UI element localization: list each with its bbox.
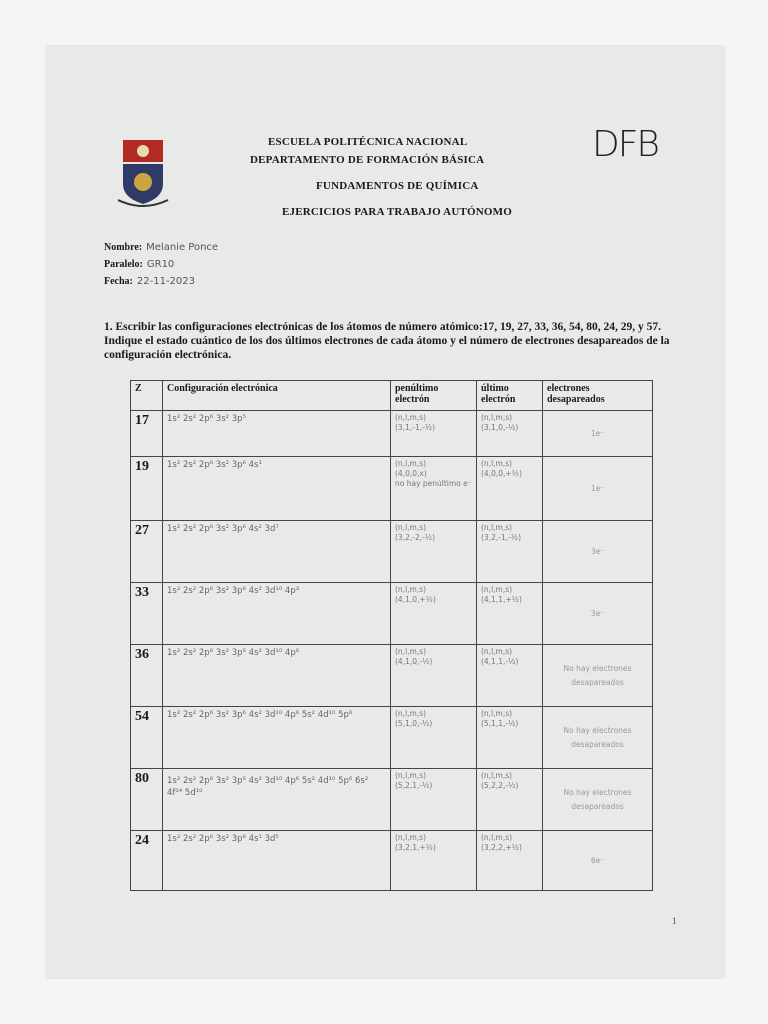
- table-row: [131, 583, 653, 645]
- config-cell: 1s² 2s² 2p⁶ 3s² 3p⁶ 4s¹: [163, 457, 391, 521]
- z-cell: 17: [131, 411, 163, 457]
- fecha-label: Fecha:: [104, 276, 133, 287]
- header-last: último electrón: [477, 381, 543, 411]
- penultimate-cell: (n,l,m,s) (3,2,-2,-½): [391, 521, 477, 583]
- epn-crest-icon: [118, 140, 178, 210]
- electron-config-table: [130, 380, 653, 891]
- table-row: [131, 707, 653, 769]
- z-cell: 19: [131, 457, 163, 521]
- config-cell: 1s² 2s² 2p⁶ 3s² 3p⁶ 4s² 3d⁷: [163, 521, 391, 583]
- z-cell: 36: [131, 645, 163, 707]
- question-text: 1. Escribir las configuraciones electrónicas de los átomos de número atómico:17, 19, 27, 33, 36, 54, 80, 24, 29, y 57. Indique el estado cuántico de los dos últimos electrones de cada átomo y el número de electrones desapareados de la configuración electrónica.: [104, 321, 670, 361]
- unpaired-cell: 3e⁻: [543, 521, 653, 583]
- last-cell: (n,l,m,s) (5,1,1,-½): [477, 707, 543, 769]
- penultimate-cell: (n,l,m,s) (4,1,0,-½): [391, 645, 477, 707]
- penultimate-cell: (n,l,m,s) (5,2,1,-½): [391, 769, 477, 831]
- student-info: [104, 238, 218, 289]
- last-cell: (n,l,m,s) (4,1,1,+½): [477, 583, 543, 645]
- unpaired-cell: 6e⁻: [543, 831, 653, 891]
- header-z: Z: [131, 381, 163, 411]
- config-cell: 1s² 2s² 2p⁶ 3s² 3p⁶ 4s² 3d¹⁰ 4p⁶: [163, 645, 391, 707]
- header-line-3: FUNDAMENTOS DE QUÍMICA: [316, 180, 479, 192]
- name-value: Melanie Ponce: [146, 242, 219, 253]
- header-line-2: DEPARTAMENTO DE FORMACIÓN BÁSICA: [250, 154, 485, 166]
- unpaired-cell: No hay electrones desapareados: [543, 645, 653, 707]
- header-penultimate: penúltimo electrón: [391, 381, 477, 411]
- penultimate-cell: (n,l,m,s) (3,1,-1,-½): [391, 411, 477, 457]
- config-cell: 1s² 2s² 2p⁶ 3s² 3p⁶ 4s² 3d¹⁰ 4p⁶ 5s² 4d¹⁰ 5p⁶ 6s² 4f¹⁴ 5d¹⁰: [163, 769, 391, 831]
- config-cell: 1s² 2s² 2p⁶ 3s² 3p⁵: [163, 411, 391, 457]
- z-cell: 24: [131, 831, 163, 891]
- table-row: [131, 457, 653, 521]
- last-cell: (n,l,m,s) (4,1,1,-½): [477, 645, 543, 707]
- table-row: [131, 521, 653, 583]
- table-row: [131, 645, 653, 707]
- last-cell: (n,l,m,s) (3,1,0,-½): [477, 411, 543, 457]
- last-cell: (n,l,m,s) (3,2,2,+½): [477, 831, 543, 891]
- z-cell: 33: [131, 583, 163, 645]
- table-header-row: [131, 381, 653, 411]
- name-label: Nombre:: [104, 242, 143, 253]
- unpaired-cell: 1e⁻: [543, 457, 653, 521]
- last-cell: (n,l,m,s) (4,0,0,+½): [477, 457, 543, 521]
- table-row: [131, 831, 653, 891]
- penultimate-cell: (n,l,m,s) (4,1,0,+½): [391, 583, 477, 645]
- header-config: Configuración electrónica: [163, 381, 391, 411]
- table-row: [131, 411, 653, 457]
- z-cell: 27: [131, 521, 163, 583]
- config-cell: 1s² 2s² 2p⁶ 3s² 3p⁶ 4s² 3d¹⁰ 4p⁶ 5s² 4d¹⁰ 5p⁶: [163, 707, 391, 769]
- header-line-4: EJERCICIOS PARA TRABAJO AUTÓNOMO: [282, 206, 512, 218]
- dfb-logo: [592, 124, 658, 165]
- paralelo-value: GR10: [146, 259, 175, 270]
- penultimate-cell: (n,l,m,s) (4,0,0,x) no hay penúltimo e⁻: [391, 457, 477, 521]
- header-unpaired: electrones desapareados: [543, 381, 653, 411]
- penultimate-cell: (n,l,m,s) (3,2,1,+½): [391, 831, 477, 891]
- table-row: [131, 769, 653, 831]
- config-cell: 1s² 2s² 2p⁶ 3s² 3p⁶ 4s² 3d¹⁰ 4p³: [163, 583, 391, 645]
- last-cell: (n,l,m,s) (5,2,2,-½): [477, 769, 543, 831]
- z-cell: 54: [131, 707, 163, 769]
- unpaired-cell: No hay electrones desapareados: [543, 707, 653, 769]
- last-cell: (n,l,m,s) (3,2,-1,-½): [477, 521, 543, 583]
- paralelo-label: Paralelo:: [104, 259, 143, 270]
- fecha-value: 22-11-2023: [136, 276, 196, 287]
- z-cell: 80: [131, 769, 163, 831]
- unpaired-cell: No hay electrones desapareados: [543, 769, 653, 831]
- penultimate-cell: (n,l,m,s) (5,1,0,-½): [391, 707, 477, 769]
- page-number: 1: [672, 916, 677, 926]
- config-cell: 1s² 2s² 2p⁶ 3s² 3p⁶ 4s¹ 3d⁵: [163, 831, 391, 891]
- unpaired-cell: 1e⁻: [543, 411, 653, 457]
- unpaired-cell: 3e⁻: [543, 583, 653, 645]
- header-line-1: ESCUELA POLITÉCNICA NACIONAL: [268, 136, 468, 148]
- dfb-logo-text: DFB: [592, 124, 658, 165]
